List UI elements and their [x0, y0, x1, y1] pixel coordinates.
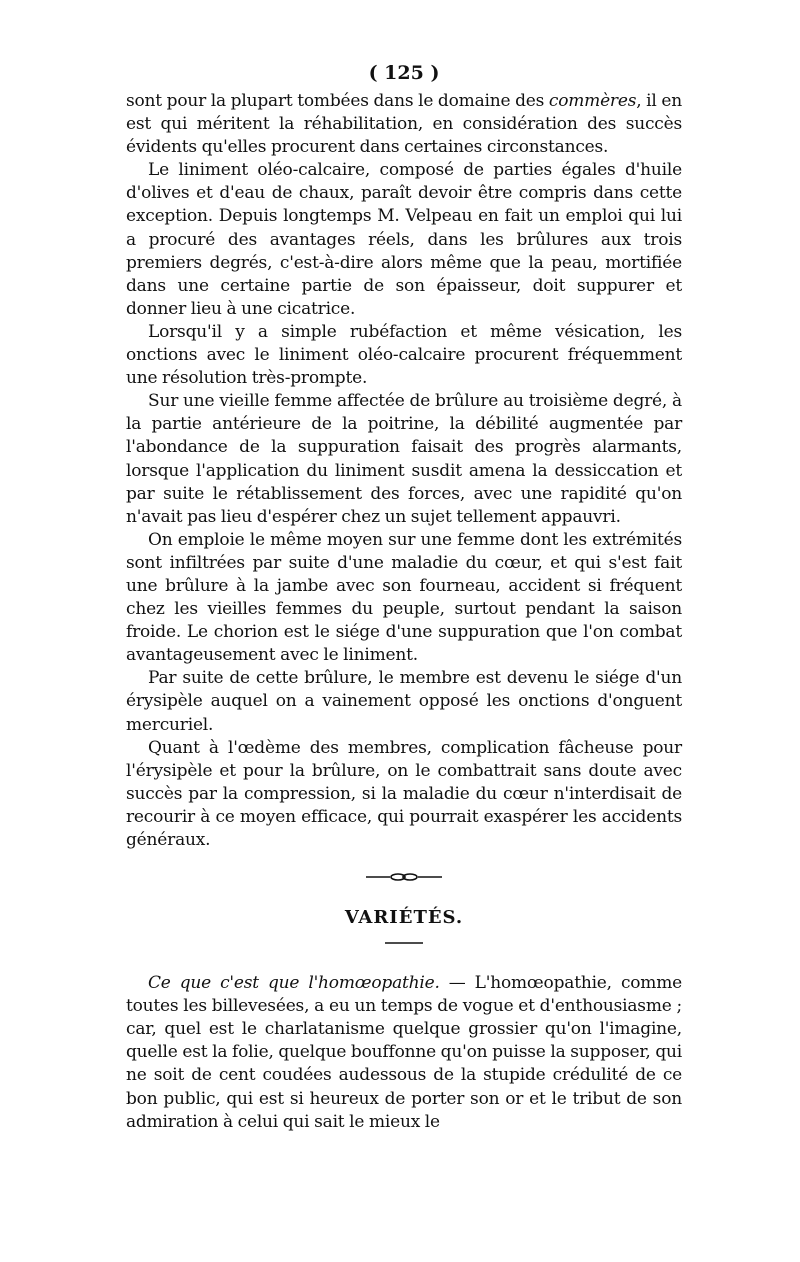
paragraph-3: Lorsqu'il y a simple rubéfaction et même vésication, les onctions avec le liniment oléo-calcaire procurent fréquemment une résolution très-prompte. — [126, 321, 682, 389]
paragraph-1-text: sont pour la plupart tombées dans le domaine des — [126, 91, 549, 111]
paragraph-5: On emploie le même moyen sur une femme dont les extrémités sont infiltrées par suite d'une maladie du cœur, et qui s'est fait une brûlure à la jambe avec son fourneau, accident si fréquent chez les vieilles femmes du peuple, surtout pendant la saison froide. Le chorion est le siége d'une suppuration que l'on combat avantageusement avec le liniment. — [126, 529, 682, 666]
paragraph-6: Par suite de cette brûlure, le membre est devenu le siége d'un érysipèle auquel on a vainement opposé les onctions d'onguent mercuriel. — [126, 668, 682, 735]
paragraph-2: Le liniment oléo-calcaire, composé de parties égales d'huile d'olives et d'eau de chaux, paraît devoir être compris dans cette exception. Depuis longtemps M. Velpeau en fait un emploi qui lui a procuré des avantages réels, dans les brûlures aux trois premiers degrés, c'est-à-dire alors même que la peau, mortifiée dans une certaine partie de son épaisseur, doit suppurer et donner lieu à une cicatrice. — [126, 160, 682, 319]
paragraph-4: Sur une vieille femme affectée de brûlure au troisième degré, à la partie antérieure de la poitrine, la débilité augmentée par l'abondance de la suppuration faisait des progrès alarmants, lorsque l'application du liniment susdit amena la dessiccation et par suite le rétablissement des forces, avec une rapidité qu'on n'avait pas lieu d'espérer chez un sujet tellement appauvri. — [126, 391, 682, 527]
book-page — [126, 58, 682, 1134]
section-paragraph — [126, 972, 682, 1134]
section-title: VARIÉTÉS. — [344, 907, 464, 929]
page-number: ( 125 ) — [368, 62, 440, 84]
paragraph-7: Quant à l'œdème des membres, complication fâcheuse pour l'érysipèle et pour la brûlure, on le combattrait sans doute avec succès par la compression, si la maladie du cœur n'interdisait de recourir à ce moyen efficace, qui pourrait exaspérer les accidents généraux. — [126, 737, 682, 850]
paragraph-1-italic: commères — [548, 91, 637, 111]
ornament-divider — [364, 870, 444, 884]
paragraph-1-text-after: , il en est qui méritent la réhabilitation, en considération des succès évidents qu'elles procurent dans certaines circonstances. — [126, 91, 682, 158]
section-lead-text: — L'homœopathie, comme toutes les billevesées, a eu un temps de vogue et d'enthousiasme ; car, quel est le charlatanisme quelque grossier qu'on l'imagine, quelle est la folie, quelque bouffonne qu'on puisse la supposer, qui ne soit de cent coudées audessous de la stupide crédulité de ce bon public, qui est si heureux de porter son or et le tribut de son admiration à celui qui sait le mieux le — [126, 973, 683, 1132]
section-lead-title: Ce que c'est que l'homœopathie. — [148, 973, 440, 994]
paragraph-1 — [126, 90, 682, 159]
